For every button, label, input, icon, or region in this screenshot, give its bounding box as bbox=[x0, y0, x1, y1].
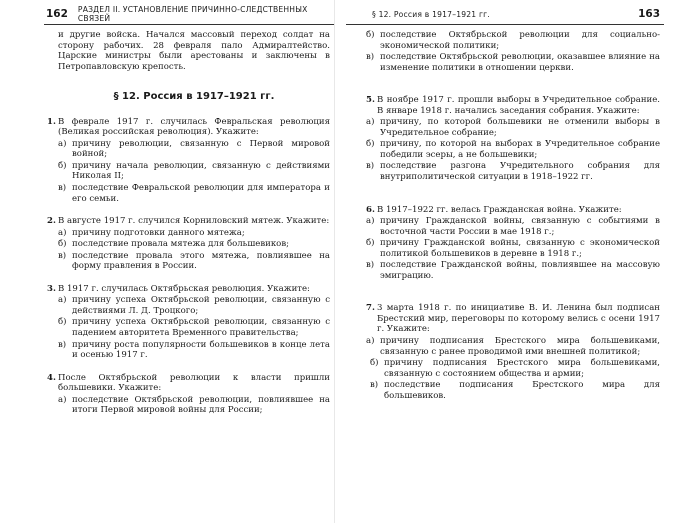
option-text: последствие Февральской революции для императора и его семьи. bbox=[72, 183, 330, 204]
option-text: причину успеха Октябрьской революции, связанную с действиями Л. Д. Троцкого; bbox=[72, 295, 330, 316]
answer-option bbox=[58, 139, 330, 160]
option-label: в) bbox=[366, 161, 375, 172]
option-label: б) bbox=[366, 30, 375, 40]
question bbox=[366, 205, 660, 282]
answer-option bbox=[58, 239, 330, 250]
option-text: последствие Гражданской войны, повлиявшее на массовую эмиграцию. bbox=[380, 260, 660, 281]
answer-option bbox=[366, 139, 660, 160]
option-label: а) bbox=[58, 138, 67, 149]
running-head: § 12. Россия в 1917–1921 гг. bbox=[372, 9, 490, 19]
answer-option bbox=[366, 52, 660, 73]
option-text: причину подписания Брестского мира большевиками, связанную с ранее проводимой ими внешней политикой; bbox=[380, 336, 660, 357]
option-text: причину успеха Октябрьской революции, связанную с падением авторитета Временного правительства; bbox=[72, 317, 330, 339]
option-label: а) bbox=[58, 295, 67, 306]
question-number: 3. bbox=[47, 283, 56, 294]
answer-option bbox=[58, 295, 330, 316]
right-page-content bbox=[346, 30, 664, 401]
option-label: б) bbox=[366, 238, 375, 249]
option-text: последствие Октябрьской революции, оказавшее влияние на изменение политики в отношении церкви. bbox=[380, 52, 660, 73]
option-text: последствие Октябрьской революции, повлиявшее на итоги Первой мировой войны для России; bbox=[72, 394, 330, 416]
option-label: в) bbox=[366, 52, 375, 63]
question bbox=[47, 372, 330, 416]
option-text: последствие Октябрьской революции для социально-экономической политики; bbox=[380, 30, 660, 51]
question-text: В августе 1917 г. случился Корниловский мятеж. Укажите: bbox=[58, 216, 330, 227]
question-text: В ноябре 1917 г. прошли выборы в Учредительное собрание. В январе 1918 г. начались заседания собрания. Укажите: bbox=[377, 95, 660, 116]
option-text: причину, по которой на выборах в Учредительное собрание победили эсеры, а не большевики; bbox=[380, 139, 660, 160]
option-label: в) bbox=[58, 183, 67, 194]
option-label: а) bbox=[58, 227, 67, 238]
answer-option bbox=[366, 117, 660, 138]
answer-option bbox=[58, 183, 330, 204]
question-text: В 1917 г. случилась Октябрьская революция. Укажите: bbox=[58, 283, 310, 294]
question-number: 5. bbox=[366, 95, 375, 106]
page-gutter bbox=[334, 0, 335, 523]
header-rule bbox=[346, 24, 664, 25]
left-page-header bbox=[14, 0, 334, 28]
answer-option bbox=[366, 358, 660, 379]
option-label: б) bbox=[58, 317, 67, 328]
option-label: б) bbox=[366, 139, 375, 150]
option-text: причину роста популярности большевиков в конце лета и осенью 1917 г. bbox=[72, 339, 330, 361]
answer-option bbox=[366, 238, 660, 259]
answer-option bbox=[366, 30, 660, 51]
left-page bbox=[14, 0, 334, 523]
option-text: причину Гражданской войны, связанную с экономической политикой большевиков в деревне в 1918 г.; bbox=[380, 238, 660, 259]
option-text: причину, по которой большевики не отменили выборы в Учредительное собрание; bbox=[380, 117, 660, 138]
option-label: б) bbox=[58, 160, 67, 171]
running-head: РАЗДЕЛ II. УСТАНОВЛЕНИЕ ПРИЧИННО-СЛЕДСТВЕННЫХ СВЯЗЕЙ bbox=[77, 5, 308, 23]
option-label: в) bbox=[366, 260, 375, 271]
question-number: 7. bbox=[366, 303, 375, 314]
answer-option bbox=[58, 251, 330, 272]
answer-option bbox=[58, 161, 330, 182]
answer-option bbox=[58, 228, 330, 239]
left-page-content bbox=[14, 30, 334, 416]
option-label: в) bbox=[58, 250, 67, 261]
question-text: 3 марта 1918 г. по инициативе В. И. Ленина был подписан Брестский мир, переговоры по которому велись с осени 1917 г. Укажите: bbox=[377, 303, 660, 335]
answer-option bbox=[366, 216, 660, 237]
answer-option bbox=[58, 395, 330, 416]
option-label: а) bbox=[366, 117, 375, 128]
right-page-header bbox=[346, 0, 664, 28]
section-title: § 12. Россия в 1917–1921 гг. bbox=[113, 91, 275, 103]
option-text: последствие разгона Учредительного собрания для внутриполитической ситуации в 1918–1922 гг. bbox=[380, 161, 660, 183]
question-number: 6. bbox=[366, 204, 375, 215]
header-rule bbox=[44, 24, 334, 25]
question-number: 1. bbox=[47, 116, 56, 127]
option-text: причину начала революции, связанную с действиями Николая II; bbox=[72, 160, 330, 182]
option-label: в) bbox=[370, 380, 379, 391]
question bbox=[47, 216, 330, 272]
option-label: б) bbox=[370, 358, 379, 369]
option-text: последствие провала этого мятежа, повлиявшее на форму правления в России. bbox=[72, 250, 330, 272]
right-page bbox=[346, 0, 664, 523]
answer-option bbox=[366, 161, 660, 182]
answer-option bbox=[58, 340, 330, 361]
option-text: последствие подписания Брестского мира для большевиков. bbox=[384, 380, 660, 401]
question bbox=[47, 116, 330, 204]
question-text: В 1917–1922 гг. велась Гражданская война. Укажите: bbox=[377, 204, 622, 215]
question bbox=[366, 95, 660, 182]
answer-option bbox=[366, 260, 660, 281]
option-label: б) bbox=[58, 239, 67, 250]
answer-option bbox=[366, 336, 660, 357]
option-text: последствие провала мятежа для большевиков; bbox=[72, 239, 290, 250]
question-number: 2. bbox=[47, 216, 56, 227]
option-text: причину подписания Брестского мира большевиками, связанную с состоянием общества и армии; bbox=[384, 358, 660, 379]
question-text: После Октябрьской революции к власти пришли большевики. Укажите: bbox=[58, 372, 330, 394]
page-number: 162 bbox=[46, 8, 68, 20]
question-text: В феврале 1917 г. случилась Февральская революция (Великая российская революция). Укажите: bbox=[58, 116, 330, 138]
question-number: 4. bbox=[47, 372, 56, 383]
option-label: а) bbox=[366, 216, 375, 227]
option-label: в) bbox=[58, 339, 67, 350]
question bbox=[366, 303, 660, 401]
option-text: причину подготовки данного мятежа; bbox=[72, 227, 245, 238]
intro-paragraph: и другие войска. Начался массовый переход солдат на сторону рабочих. 28 февраля пало Адмиралтейство. Царские министры были арестованы и заключены в Петропавловскую крепость. bbox=[58, 30, 330, 72]
option-label: а) bbox=[366, 336, 375, 347]
answer-option bbox=[58, 317, 330, 338]
question bbox=[47, 283, 330, 361]
option-label: а) bbox=[58, 394, 67, 405]
page-number: 163 bbox=[638, 8, 660, 20]
option-text: причину Гражданской войны, связанную с событиями в восточной части России в мае 1918 г.; bbox=[380, 216, 660, 237]
answer-option bbox=[366, 380, 660, 401]
option-text: причину революции, связанную с Первой мировой войной; bbox=[72, 138, 330, 160]
